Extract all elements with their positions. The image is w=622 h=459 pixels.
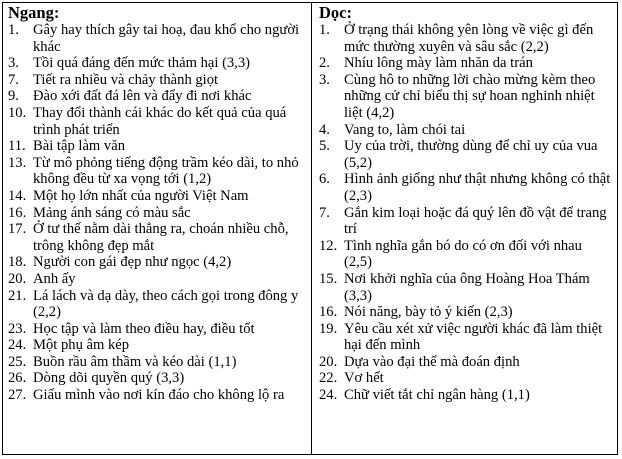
across-clue [8, 188, 307, 205]
across-clue-text: Lá lách và dạ dày, theo cách gọi trong đông y (2,2) [33, 287, 299, 321]
down-clue [319, 387, 613, 404]
across-clue-number: 21. [8, 287, 27, 304]
down-clue [319, 354, 613, 371]
across-clue-text: Một phụ âm kép [33, 337, 130, 354]
across-clue-number: 14. [8, 187, 27, 204]
across-clue [8, 72, 307, 89]
down-clue [319, 122, 613, 139]
across-clue [8, 288, 307, 321]
across-clue-text: Giấu mình vào nơi kín đáo cho không lộ ra [33, 387, 285, 404]
down-clue-list [319, 22, 613, 404]
down-clue-text: Dựa vào đại thể mà đoán định [344, 353, 520, 370]
down-clue [319, 271, 613, 304]
across-clue [8, 221, 307, 254]
across-clue-number: 7. [8, 71, 19, 88]
across-clue-text: Dòng dõi quyền quý (3,3) [33, 370, 185, 387]
down-clue [319, 55, 613, 72]
across-clue [8, 55, 307, 72]
down-clue-text: Nói năng, bày tỏ ý kiến (2,3) [344, 304, 513, 321]
across-clue [8, 155, 307, 188]
down-clue-text: Uy của trời, thường dùng để chỉ uy của vua (5,2) [344, 138, 598, 171]
down-clue-text: Vơ hết [344, 370, 384, 387]
across-clue-number: 24. [8, 337, 27, 354]
down-clue-number: 22. [319, 370, 338, 387]
down-clue [319, 138, 613, 171]
across-clue [8, 321, 307, 338]
across-clue [8, 254, 307, 271]
down-clue-text: Cùng hô to những lời chào mừng kèm theo những cử chỉ biểu thị sự hoan nghinh nhiệt liệt (4,2) [344, 71, 596, 121]
across-clue-text: Một họ lớn nhất của người Việt Nam [33, 187, 249, 204]
across-clue [8, 271, 307, 288]
across-clue-text: Ở tư thế nằm dài thẳng ra, choán nhiều chỗ, trông không đẹp mắt [33, 221, 289, 254]
across-clue-text: Thay đổi thành cái khác do kết quả của quá trình phát triển [33, 104, 287, 138]
across-clue-number: 18. [8, 254, 27, 271]
across-column [3, 3, 312, 454]
across-clue-number: 23. [8, 320, 27, 337]
down-clue-number: 3. [319, 71, 330, 88]
across-clue-number: 11. [8, 138, 26, 155]
across-heading: Ngang: [8, 3, 60, 22]
across-clue-text: Buồn rầu âm thầm và kéo dài (1,1) [33, 353, 237, 370]
across-clue [8, 337, 307, 354]
across-clue-number: 10. [8, 104, 27, 121]
across-clue [8, 370, 307, 387]
down-clue [319, 22, 613, 55]
across-clue-number: 27. [8, 387, 27, 404]
across-clue-number: 17. [8, 221, 27, 238]
down-clue [319, 171, 613, 204]
down-clue-number: 15. [319, 270, 338, 287]
down-clue-text: Gắn kim loại hoặc đá quý lên đồ vật để trang trí [344, 204, 607, 238]
across-clue-number: 3. [8, 55, 19, 72]
across-clue [8, 88, 307, 105]
across-clue-number: 26. [8, 370, 27, 387]
down-clue-number: 7. [319, 204, 330, 221]
down-clue-text: Nơi khởi nghĩa của ông Hoàng Hoa Thám (3,3) [344, 270, 590, 304]
across-clue-text: Tồi quá đáng đến mức thảm hại (3,3) [33, 55, 251, 72]
down-clue-number: 12. [319, 237, 338, 254]
down-clue-text: Hình ảnh giống như thật nhưng không có thật (2,3) [344, 171, 611, 204]
down-column [312, 3, 617, 454]
down-clue [319, 370, 613, 387]
across-clue [8, 205, 307, 222]
down-clue [319, 238, 613, 271]
across-clue-number: 20. [8, 270, 27, 287]
crossword-clue-table [2, 2, 618, 455]
down-clue-number: 1. [319, 22, 330, 38]
down-clue [319, 72, 613, 122]
down-clue-text: Nhíu lông mày làm nhăn da trán [344, 55, 533, 72]
across-clue-text: Người con gái đẹp như ngọc (4,2) [33, 254, 232, 271]
down-clue-text: Ở trạng thái không yên lòng về việc gì đến mức thường xuyên và sâu sắc (2,2) [344, 22, 594, 55]
down-clue-text: Tình nghĩa gắn bó do có ơn đối với nhau (2,5) [344, 237, 582, 271]
across-clue [8, 105, 307, 138]
down-heading: Dọc: [319, 3, 352, 22]
down-clue-number: 5. [319, 138, 330, 155]
down-clue [319, 321, 613, 354]
across-clue-text: Gây hay thích gây tai hoạ, đau khổ cho người khác [33, 22, 300, 55]
across-clue [8, 22, 307, 55]
across-clue-number: 1. [8, 22, 19, 38]
across-clue-number: 25. [8, 353, 27, 370]
down-clue-text: Chữ viết tắt chỉ ngân hàng (1,1) [344, 387, 530, 404]
across-clue [8, 354, 307, 371]
down-clue [319, 205, 613, 238]
across-clue-text: Từ mô phỏng tiếng động trầm kéo dài, to nhỏ không đều từ xa vọng tới (1,2) [33, 154, 299, 188]
across-clue-text: Học tập và làm theo điều hay, điều tốt [33, 320, 255, 337]
across-clue-text: Đào xới đất đá lên và đẩy đi nơi khác [33, 88, 252, 105]
across-clue-number: 9. [8, 88, 19, 105]
across-clue [8, 138, 307, 155]
down-clue-number: 16. [319, 304, 338, 321]
across-clue-text: Anh ấy [33, 270, 76, 287]
down-clue-number: 2. [319, 55, 330, 72]
across-clue-text: Tiết ra nhiều và chảy thành giọt [33, 71, 219, 88]
across-clue-text: Mảng ánh sáng có màu sắc [33, 204, 191, 221]
down-clue-text: Yêu cầu xét xử việc người khác đã làm thiệt hại đến mình [344, 320, 603, 354]
down-clue-number: 19. [319, 320, 338, 337]
across-clue-number: 13. [8, 154, 27, 171]
down-clue-number: 24. [319, 387, 338, 404]
down-clue-number: 6. [319, 171, 330, 188]
down-clue-text: Vang to, làm chói tai [344, 121, 466, 138]
across-clue-text: Bài tập làm văn [33, 138, 125, 155]
down-clue-number: 20. [319, 353, 338, 370]
across-clue-number: 16. [8, 204, 27, 221]
down-clue [319, 304, 613, 321]
down-clue-number: 4. [319, 121, 330, 138]
across-clue [8, 387, 307, 404]
across-clue-list [8, 22, 307, 404]
